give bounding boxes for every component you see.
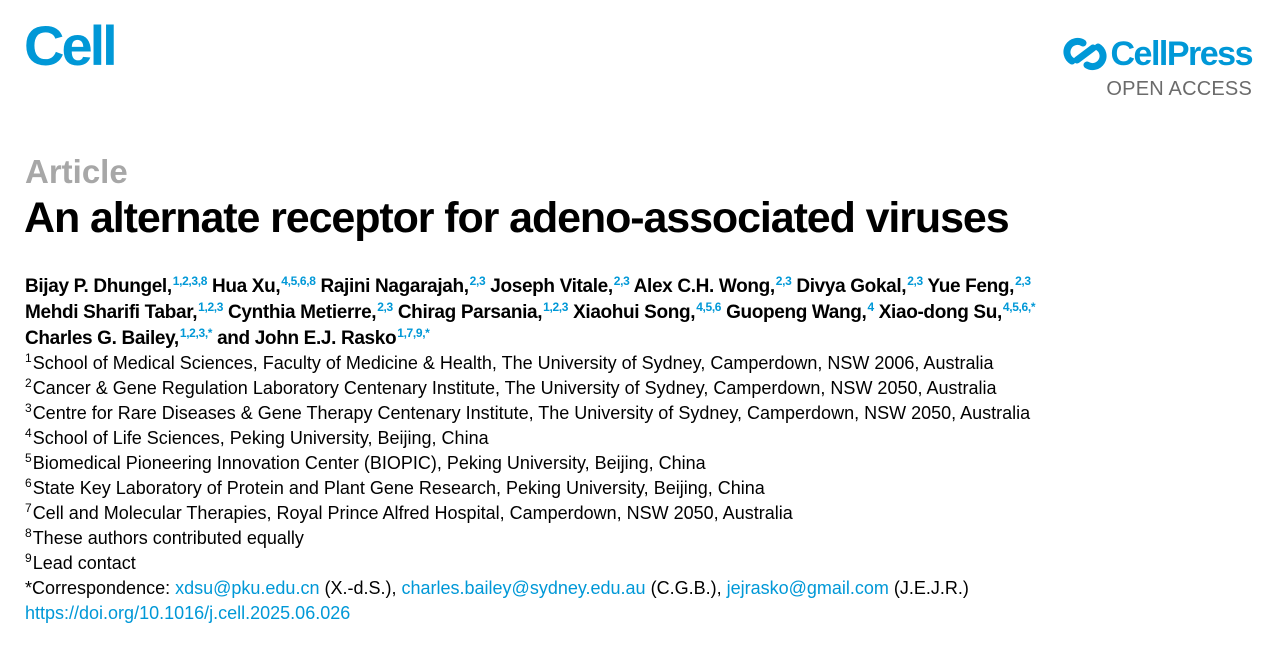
author-name: Charles G. Bailey,	[25, 328, 179, 349]
author-affiliation-marker[interactable]: 1,2,3	[543, 300, 569, 314]
affiliation-item	[25, 376, 1265, 401]
affiliation-number: 8	[25, 526, 32, 540]
affiliation-text: Cell and Molecular Therapies, Royal Prince Alfred Hospital, Camperdown, NSW 2050, Australia	[32, 503, 793, 523]
author-affiliation-marker[interactable]: 2,3	[775, 274, 792, 288]
author-list	[25, 274, 1265, 352]
correspondence-label: *Correspondence:	[25, 578, 176, 598]
affiliation-item	[25, 476, 1265, 501]
affiliation-text: Centre for Rare Diseases & Gene Therapy Centenary Institute, The University of Sydney, Camperdown, NSW 2050, Australia	[32, 403, 1031, 423]
affiliation-number: 6	[25, 476, 32, 490]
author-name: Chirag Parsania,	[397, 302, 543, 323]
author	[879, 302, 1035, 323]
correspondence-initials: (X.-d.S.),	[319, 578, 402, 598]
author	[212, 276, 316, 297]
author-affiliation-marker[interactable]: 1,2,3,*	[179, 326, 213, 340]
affiliation-number: 3	[25, 401, 32, 415]
affiliation-list	[25, 351, 1265, 626]
cellpress-logo-icon	[1063, 34, 1107, 74]
author-name: Divya Gokal,	[796, 276, 907, 297]
affiliation-item	[25, 401, 1265, 426]
author-name: Hua Xu,	[211, 276, 281, 297]
affiliation-number: 5	[25, 451, 32, 465]
author	[490, 276, 629, 297]
author-name: Yue Feng,	[927, 276, 1015, 297]
author-affiliation-marker[interactable]: 2,3	[377, 300, 393, 314]
author-affiliation-marker[interactable]: 2,3	[613, 274, 630, 288]
author-name: Rajini Nagarajah,	[320, 276, 469, 297]
author	[25, 328, 212, 349]
author-affiliation-marker[interactable]: 4,5,6,8	[281, 274, 316, 288]
doi-link[interactable]: https://doi.org/10.1016/j.cell.2025.06.026	[25, 603, 351, 623]
author-line	[25, 326, 1265, 352]
author	[25, 276, 207, 297]
author	[25, 302, 223, 323]
author-affiliation-marker[interactable]: 2,3	[469, 274, 486, 288]
author	[398, 302, 568, 323]
author-affiliation-marker[interactable]: 1,2,3,8	[172, 274, 208, 288]
email-link[interactable]: xdsu@pku.edu.cn	[175, 578, 320, 598]
affiliation-text: Biomedical Pioneering Innovation Center (BIOPIC), Peking University, Beijing, China	[32, 453, 706, 473]
affiliation-text: School of Medical Sciences, Faculty of Medicine & Health, The University of Sydney, Camperdown, NSW 2006, Australia	[32, 353, 994, 373]
affiliation-item	[25, 426, 1265, 451]
author-name: Xiao-dong Su,	[878, 302, 1002, 323]
affiliation-text: Lead contact	[32, 553, 136, 573]
affiliation-item	[25, 501, 1265, 526]
author	[726, 302, 874, 323]
publisher-logo	[1032, 34, 1252, 104]
author-affiliation-marker[interactable]: 2,3	[907, 274, 923, 288]
correspondence-initials: (C.G.B.),	[645, 578, 727, 598]
author-name: Bijay P. Dhungel,	[25, 276, 172, 297]
author-affiliation-marker[interactable]: 4,5,6	[696, 300, 722, 314]
author-line	[25, 274, 1265, 300]
affiliation-item	[25, 351, 1265, 376]
author	[320, 276, 485, 297]
correspondence	[25, 576, 1265, 601]
author-name: Xiaohui Song,	[573, 302, 696, 323]
journal-logo: Cell	[24, 14, 115, 77]
affiliation-text: These authors contributed equally	[32, 528, 304, 548]
affiliation-item	[25, 526, 1265, 551]
affiliation-text: School of Life Sciences, Peking University, Beijing, China	[32, 428, 489, 448]
affiliation-number: 9	[25, 551, 32, 565]
author	[927, 276, 1030, 297]
author-affiliation-marker[interactable]: 4,5,6,*	[1002, 300, 1036, 314]
affiliation-text: State Key Laboratory of Protein and Plant Gene Research, Peking University, Beijing, China	[32, 478, 765, 498]
affiliation-item	[25, 551, 1265, 576]
author-name: Mehdi Sharifi Tabar,	[25, 302, 198, 323]
email-link[interactable]: jejrasko@gmail.com	[726, 578, 889, 598]
affiliation-text: Cancer & Gene Regulation Laboratory Centenary Institute, The University of Sydney, Camperdown, NSW 2050, Australia	[32, 378, 997, 398]
author-affiliation-marker[interactable]: 1,7,9,*	[397, 326, 430, 340]
author-line	[25, 300, 1265, 326]
affiliation-number: 2	[25, 376, 32, 390]
author	[634, 276, 792, 297]
affiliation-number: 4	[25, 426, 32, 440]
email-link[interactable]: charles.bailey@sydney.edu.au	[401, 578, 646, 598]
author	[217, 328, 429, 349]
publisher-brand	[1063, 34, 1253, 74]
affiliation-number: 7	[25, 501, 32, 515]
author-name: and John E.J. Rasko	[217, 328, 397, 349]
open-access-label: OPEN ACCESS	[1106, 78, 1252, 100]
author-name: Joseph Vitale,	[490, 276, 613, 297]
author	[228, 302, 393, 323]
author-affiliation-marker[interactable]: 2,3	[1015, 274, 1031, 288]
publisher-name: CellPress	[1110, 35, 1252, 73]
author-name: Cynthia Metierre,	[228, 302, 377, 323]
article-title: An alternate receptor for adeno-associated viruses	[24, 194, 1009, 242]
author	[573, 302, 721, 323]
author	[796, 276, 923, 297]
doi-row	[25, 601, 1265, 626]
author-affiliation-marker[interactable]: 1,2,3	[198, 300, 224, 314]
author-name: Alex C.H. Wong,	[633, 276, 775, 297]
article-type: Article	[25, 153, 128, 190]
affiliation-item	[25, 451, 1265, 476]
author-name: Guopeng Wang,	[726, 302, 867, 323]
author-affiliation-marker[interactable]: 4	[867, 300, 874, 314]
affiliation-number: 1	[25, 351, 32, 365]
correspondence-initials: (J.E.J.R.)	[888, 578, 969, 598]
